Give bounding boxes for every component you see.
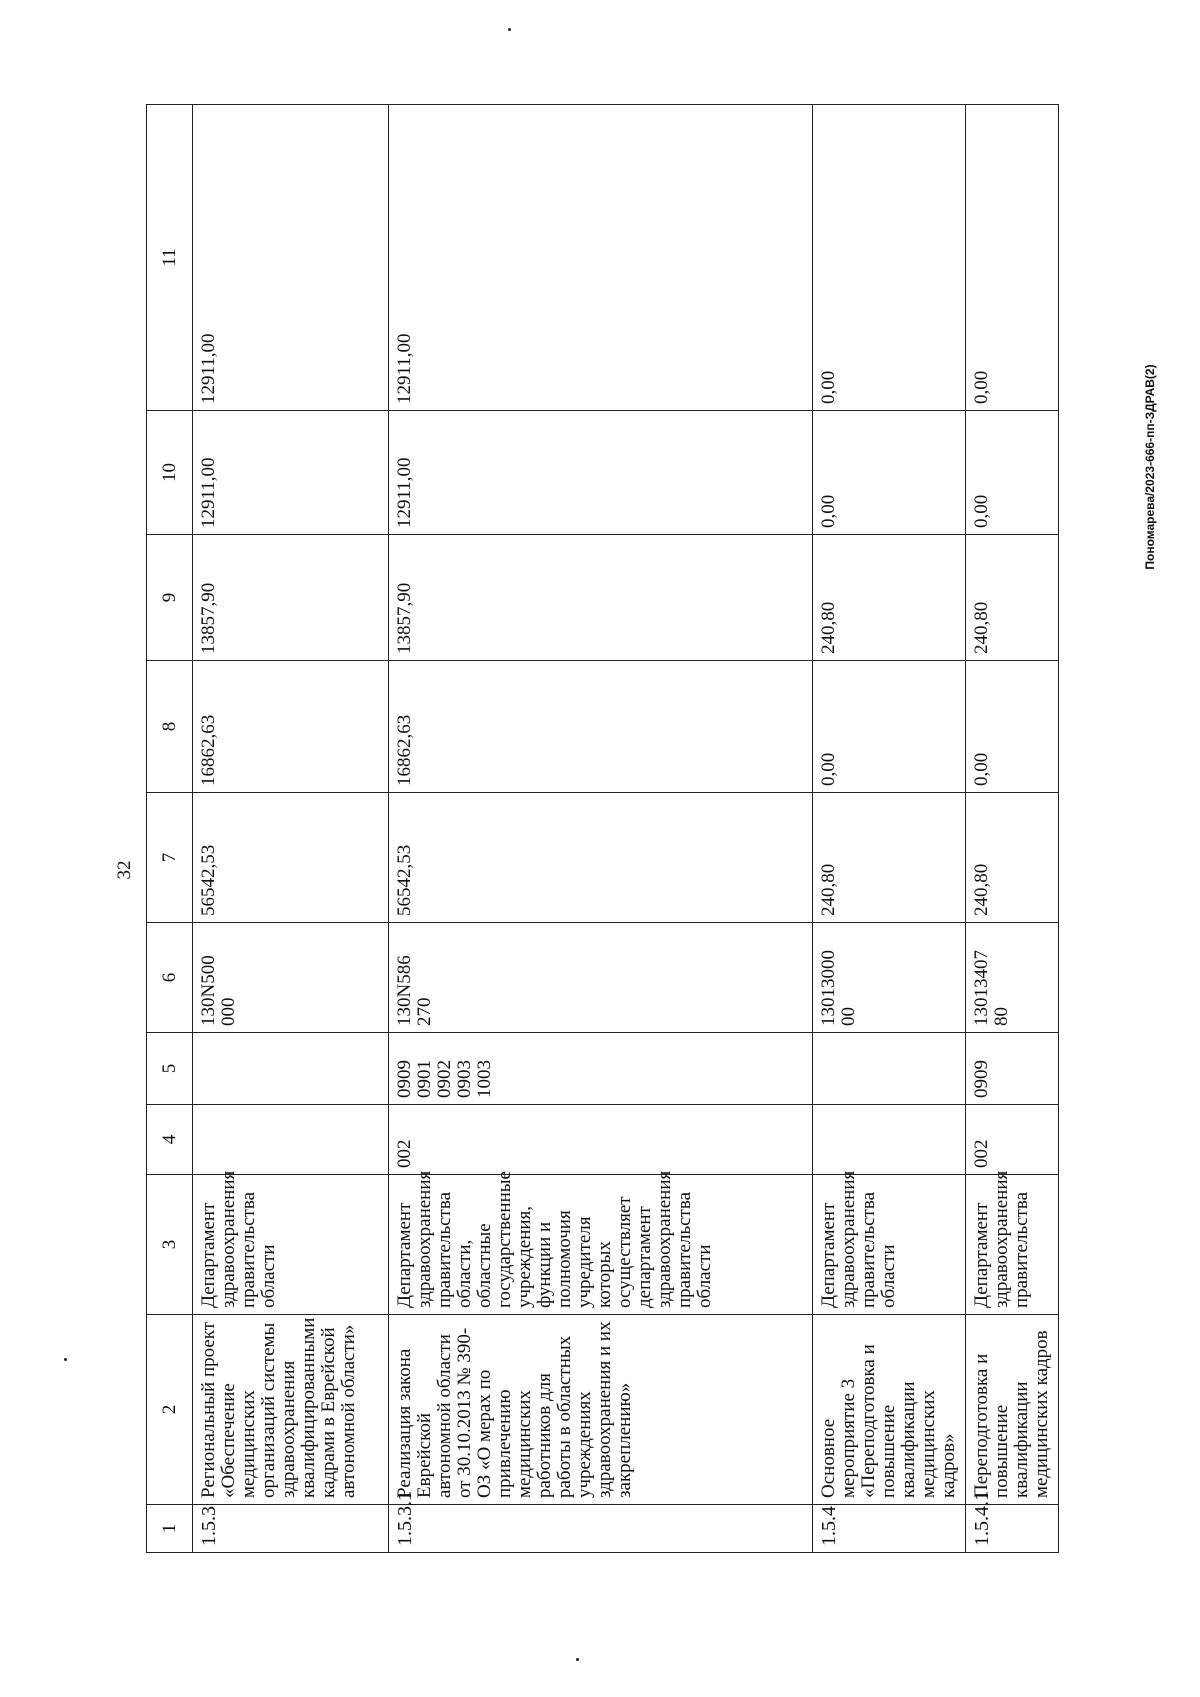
column-header: 7 <box>147 793 193 923</box>
column-header: 10 <box>147 411 193 535</box>
amount-year: 13857,90 <box>389 535 813 661</box>
amount-year: 0,00 <box>813 411 966 535</box>
page-number: 32 <box>114 860 135 880</box>
target-article-code: 13013407 80 <box>966 923 1059 1033</box>
column-header: 1 <box>147 1505 193 1553</box>
scan-speck <box>64 1358 67 1361</box>
column-header: 11 <box>147 105 193 411</box>
scan-speck <box>508 28 511 31</box>
column-header: 4 <box>147 1105 193 1175</box>
header-row <box>147 105 193 1553</box>
item-number: 1.5.3 <box>193 1505 389 1553</box>
document-code: Пономарева/2023-666-пп-ЗДРАВ(2) <box>1143 364 1157 570</box>
item-name: Региональный проект «Обеспечение медицинских организаций системы здравоохранения квалифицированными кадрами в Еврейской автономной области» <box>193 1315 389 1505</box>
section-code: 0909 <box>966 1033 1059 1105</box>
scan-speck <box>576 1658 579 1661</box>
section-code <box>193 1033 389 1105</box>
amount-year: 13857,90 <box>193 535 389 661</box>
item-number: 1.5.4 <box>813 1505 966 1553</box>
target-article-code: 13013000 00 <box>813 923 966 1033</box>
column-header: 3 <box>147 1175 193 1315</box>
item-number: 1.5.3.1 <box>389 1505 813 1553</box>
amount-year: 0,00 <box>966 661 1059 793</box>
table-row <box>813 105 966 1553</box>
column-header: 9 <box>147 535 193 661</box>
item-name: Переподготовка и повышение квалификации медицинских кадров <box>966 1315 1059 1505</box>
item-number: 1.5.4.1 <box>966 1505 1059 1553</box>
table-row <box>193 105 389 1553</box>
target-article-code: 130N586 270 <box>389 923 813 1033</box>
amount-year: 240,80 <box>813 535 966 661</box>
responsible-executor: Департамент здравоохранения правительства <box>966 1175 1059 1315</box>
amount-year: 240,80 <box>966 535 1059 661</box>
grbs-code: 002 <box>389 1105 813 1175</box>
responsible-executor: Департамент здравоохранения правительства области <box>193 1175 389 1315</box>
rotated-table-wrapper <box>146 105 1052 1553</box>
column-header: 8 <box>147 661 193 793</box>
amount-year: 16862,63 <box>193 661 389 793</box>
responsible-executor: Департамент здравоохранения правительства области <box>813 1175 966 1315</box>
amount-year: 0,00 <box>813 661 966 793</box>
amount-year: 0,00 <box>813 105 966 411</box>
target-article-code: 130N500 000 <box>193 923 389 1033</box>
amount-year: 0,00 <box>966 105 1059 411</box>
grbs-code: 002 <box>966 1105 1059 1175</box>
table-row <box>966 105 1059 1553</box>
amount-total: 56542,53 <box>193 793 389 923</box>
amount-year: 0,00 <box>966 411 1059 535</box>
amount-total: 56542,53 <box>389 793 813 923</box>
column-header: 2 <box>147 1315 193 1505</box>
amount-year: 12911,00 <box>389 411 813 535</box>
amount-year: 12911,00 <box>389 105 813 411</box>
table-row <box>389 105 813 1553</box>
grbs-code <box>193 1105 389 1175</box>
item-name: Реализация закона Еврейской автономной области от 30.10.2013 № 390-ОЗ «О мерах по привлечению медицинских работников для работы в областных учреждениях здравоохранения и их закреплению» <box>389 1315 813 1505</box>
responsible-executor: Департамент здравоохранения правительства области, областные государственные учреждения, функции и полномочия учредителя которых осуществляет департамент здравоохранения правительства области <box>389 1175 813 1315</box>
amount-year: 12911,00 <box>193 105 389 411</box>
column-header: 6 <box>147 923 193 1033</box>
amount-total: 240,80 <box>813 793 966 923</box>
column-header: 5 <box>147 1033 193 1105</box>
program-funding-table <box>146 104 1059 1553</box>
grbs-code <box>813 1105 966 1175</box>
amount-year: 12911,00 <box>193 411 389 535</box>
section-code <box>813 1033 966 1105</box>
amount-year: 16862,63 <box>389 661 813 793</box>
amount-total: 240,80 <box>966 793 1059 923</box>
item-name: Основное мероприятие 3 «Переподготовка и повышение квалификации медицинских кадров» <box>813 1315 966 1505</box>
section-code: 0909 0901 0902 0903 1003 <box>389 1033 813 1105</box>
